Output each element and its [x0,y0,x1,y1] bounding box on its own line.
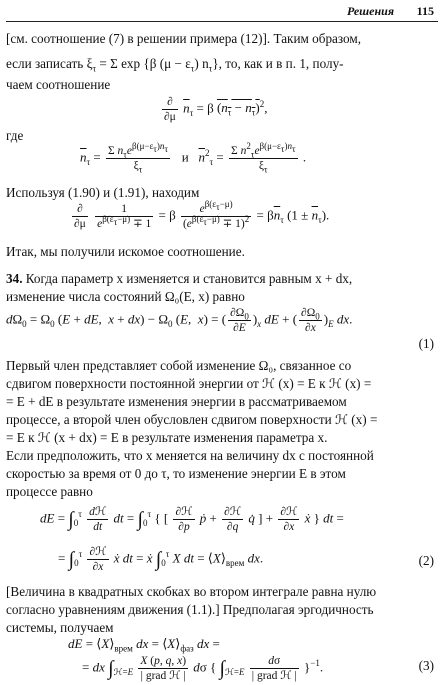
paragraph-line: процессе, а второй член обусловлен сдвигом поверхности ℋ (x) = [6,412,378,427]
paragraph-line: Итак, мы получили искомое соотношение. [6,244,245,259]
equation-number: (1) [418,336,434,351]
paragraph-line: Используя (1.90) и (1.91), находим [6,185,200,200]
equation: dE = $⟨X⟩_{врем}$ dx = $⟨X⟩_{фаз}$ dx = [68,636,220,654]
equation: $\frac{\partial}{\partial\mu}$ $\frac{1}{e^{\beta(\varepsilon_\tau-\mu)} \mp 1}$ = β $\frac{e^{\beta(\varepsilon_\tau-\mu)}}{(e^{\beta(\varepsilon_\tau-\mu)} \mp 1)^2}$ = $\beta\overline{n}_\tau$ $(1 \pm \overline{n}_\tau)$. [74,199,330,230]
equation-number: (2) [418,553,434,568]
paragraph-line: процессе равно [6,484,93,499]
equation: $d\Omega_0 = \Omega_0$ (E + dE, $x + dx) - \Omega_0$ (E, x) = ( $\frac{\partial\Omega_0}{\partial E}$ )$_x$ dE + ( $\frac{\partial\Omega_0}{\partial x}$ )$_E$ dx. [6,307,353,334]
equation: $\frac{\partial}{\partial\mu}$ $\overline{n}_\tau = \beta$ $(n_\tau - n_\tau)^2$, [164,96,268,123]
paragraph-line: скоростью за время от 0 до τ, то изменение энергии E в этом [6,466,346,481]
equation: = dx $\int_{ℋ=E}$ $\frac{X (p, q, x)}{\text{| grad ℋ |}}$ dσ { $\int_{ℋ=E}$ $\frac{d\sigma}{\text{| grad ℋ |}}$ }$^{-1}$. [82,655,324,682]
header-rule [6,21,438,22]
paragraph-line: согласно уравнениям движения (1.1).] Предполагая эргодичность [6,602,374,617]
paragraph-line: изменение числа состояний Ω₀(E, x) равно [6,289,245,304]
paragraph-line: = E к ℋ (x + dx) = E в результате изменения параметра x. [6,430,328,445]
paragraph-line: [Величина в квадратных скобках во втором интеграле равна нулю [6,584,377,599]
paragraph-line: Первый член представляет собой изменение Ω₀, связанное со [6,358,352,373]
equation-number: (3) [418,658,434,673]
paragraph-line: сдвигом поверхности постоянной энергии от ℋ (x) = E к ℋ (x) = [6,376,372,391]
paragraph-line: [см. соотношение (7) в решении примера (12)]. Таким образом, [6,31,362,46]
paragraph-line: где [6,128,24,143]
running-title: Решения [346,4,394,18]
paragraph-line: если записать $\xi_\tau = \Sigma$ exp {β $(\mu - \varepsilon_\tau)$ $n_\tau$}, то, как и в п. 1, полу- [6,56,344,73]
paragraph-line: = E + dE в результате изменения энергии в рассматриваемом [6,394,347,409]
paragraph-line: Если предположить, что x меняется на величину dx с постоянной [6,448,374,463]
page-number: 115 [416,4,434,18]
equation: dE = $\int_0^\tau$ $\frac{\text{dℋ}}{dt}$ dt = $\int_0^\tau$ { [ $\frac{\text{∂ℋ}}{\partial p}$ ṗ + $\frac{\text{∂ℋ}}{\partial q}$ q̇ ] + $\frac{\text{∂ℋ}}{\partial x}$ ẋ } dt = [40,506,344,533]
page-header [6,4,438,20]
equation: = $\int_0^\tau$ $\frac{\text{∂ℋ}}{\partial x}$ ẋ dt = ẋ $\int_0^\tau$ X dt = $⟨X⟩_{врем}$ dx. [58,546,264,573]
paragraph-line: системы, получаем [6,620,114,635]
section-34-line: 34. Когда параметр x изменяется и становится равным x + dx, [6,271,353,286]
equation: $\overline{n}_\tau$ = $\frac{\Sigma n_\tau e^{\beta(\mu-\varepsilon_\tau)n_\tau}}{\xi_\tau}$ и $\overline{n}^2_\tau$ = $\frac{\Sigma n^2_\tau e^{\beta(\mu-\varepsilon_\tau)n_\tau}}{\xi_\tau}$ . [80,141,307,175]
paragraph-line: чаем соотношение [6,77,111,92]
